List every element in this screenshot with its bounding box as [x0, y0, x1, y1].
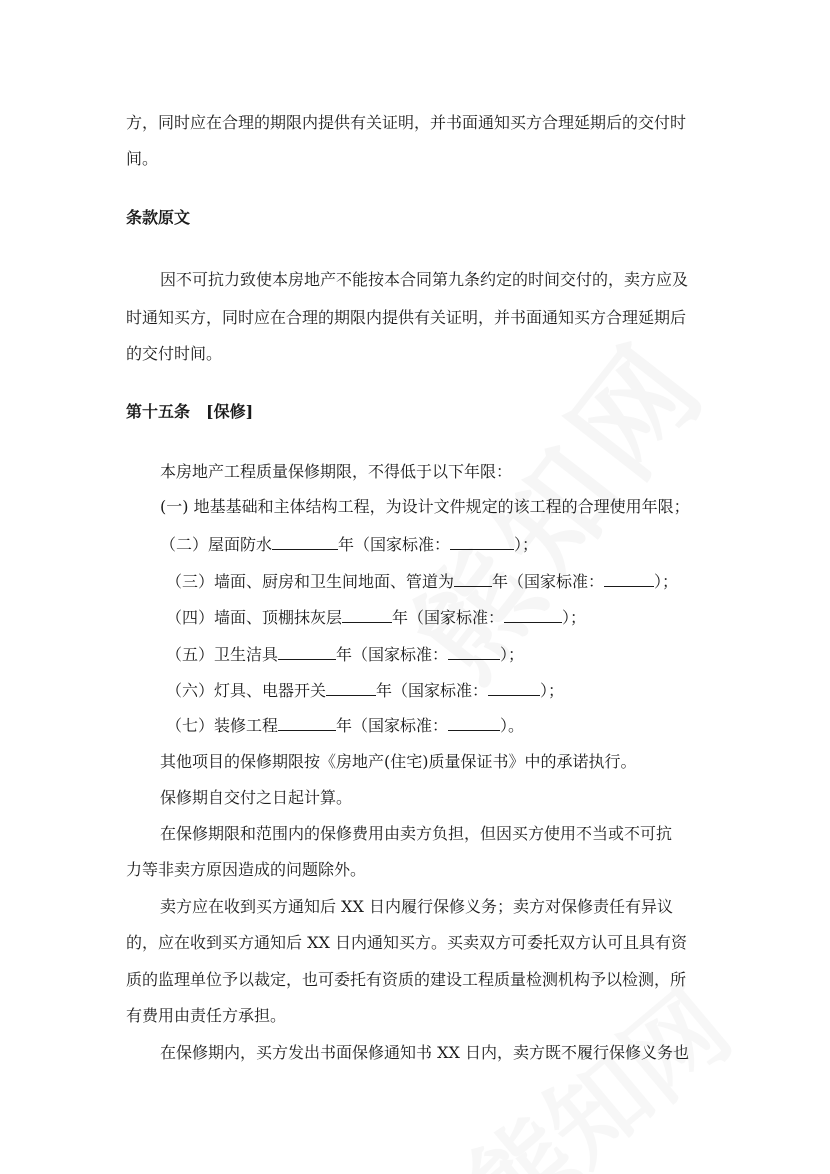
item-label: ）；	[562, 608, 587, 627]
blank-field	[504, 606, 562, 623]
list-item	[166, 714, 524, 736]
blank-field	[454, 570, 492, 587]
paragraph-line: 本房地产工程质量保修期限，不得低于以下年限：	[160, 462, 513, 481]
blank-field	[272, 533, 338, 550]
blank-field	[604, 570, 654, 587]
list-item	[166, 570, 678, 592]
blank-field	[278, 643, 336, 660]
list-item	[166, 679, 564, 701]
section-heading: 条款原文	[126, 208, 191, 227]
blank-field	[488, 679, 540, 696]
paragraph-line: 在保修期限和范围内的保修费用由卖方负担，但因买方使用不当或不可抗	[160, 824, 673, 843]
paragraph-line: 间。	[126, 149, 159, 168]
item-label: ）；	[654, 572, 679, 591]
item-label: （六）灯具、电器开关	[166, 681, 327, 700]
item-label: 年（国家标准：	[492, 572, 605, 591]
paragraph-line: 力等非卖方原因造成的问题除外。	[126, 860, 367, 879]
blank-field	[448, 714, 500, 731]
item-label: ）；	[514, 535, 539, 554]
item-label: ）；	[500, 645, 525, 664]
item-label: （二）屋面防水	[160, 535, 273, 554]
paragraph-line: 有费用由责任方承担。	[126, 1006, 287, 1025]
paragraph-line: 在保修期内，买方发出书面保修通知书 XX 日内，卖方既不履行保修义务也	[160, 1043, 689, 1062]
list-item	[166, 606, 586, 628]
item-label: 年（国家标准：	[336, 645, 449, 664]
blank-field	[450, 533, 514, 550]
blank-field	[278, 714, 336, 731]
item-label: （七）装修工程	[166, 716, 279, 735]
paragraph-line: 方，同时应在合理的期限内提供有关证明，并书面通知买方合理延期后的交付时	[126, 113, 687, 132]
item-label: 年（国家标准：	[376, 681, 489, 700]
blank-field	[342, 606, 392, 623]
blank-field	[448, 643, 500, 660]
item-label: 年（国家标准：	[392, 608, 505, 627]
item-label: ）。	[500, 716, 525, 735]
paragraph-line: 时通知买方，同时应在合理的期限内提供有关证明，并书面通知买方合理延期后	[126, 308, 687, 327]
item-label: （五）卫生洁具	[166, 645, 279, 664]
item-label: 年（国家标准：	[338, 535, 451, 554]
item-label: （四）墙面、顶棚抹灰层	[166, 608, 343, 627]
item-label: （三）墙面、厨房和卫生间地面、管道为	[166, 572, 455, 591]
paragraph-line: 其他项目的保修期限按《房地产(住宅)质量保证书》中的承诺执行。	[160, 752, 637, 771]
article-heading: 第十五条 [保修]	[126, 402, 254, 421]
item-label: ）；	[540, 681, 565, 700]
list-item	[160, 533, 538, 555]
paragraph-line: 质的监理单位予以裁定，也可委托有资质的建设工程质量检测机构予以检测，所	[126, 970, 687, 989]
list-item	[166, 643, 524, 665]
list-item: (一) 地基基础和主体结构工程，为设计文件规定的该工程的合理使用年限；	[160, 497, 690, 516]
paragraph-line: 因不可抗力致使本房地产不能按本合同第九条约定的时间交付的，卖方应及	[160, 270, 689, 289]
blank-field	[326, 679, 376, 696]
paragraph-line: 保修期自交付之日起计算。	[160, 788, 353, 807]
item-label: 年（国家标准：	[336, 716, 449, 735]
paragraph-line: 的，应在收到买方通知后 XX 日内通知买方。买卖双方可委托双方认可且具有资	[126, 933, 687, 952]
paragraph-line: 的交付时间。	[126, 344, 223, 363]
paragraph-line: 卖方应在收到买方通知后 XX 日内履行保修义务；卖方对保修责任有异议	[160, 897, 673, 916]
